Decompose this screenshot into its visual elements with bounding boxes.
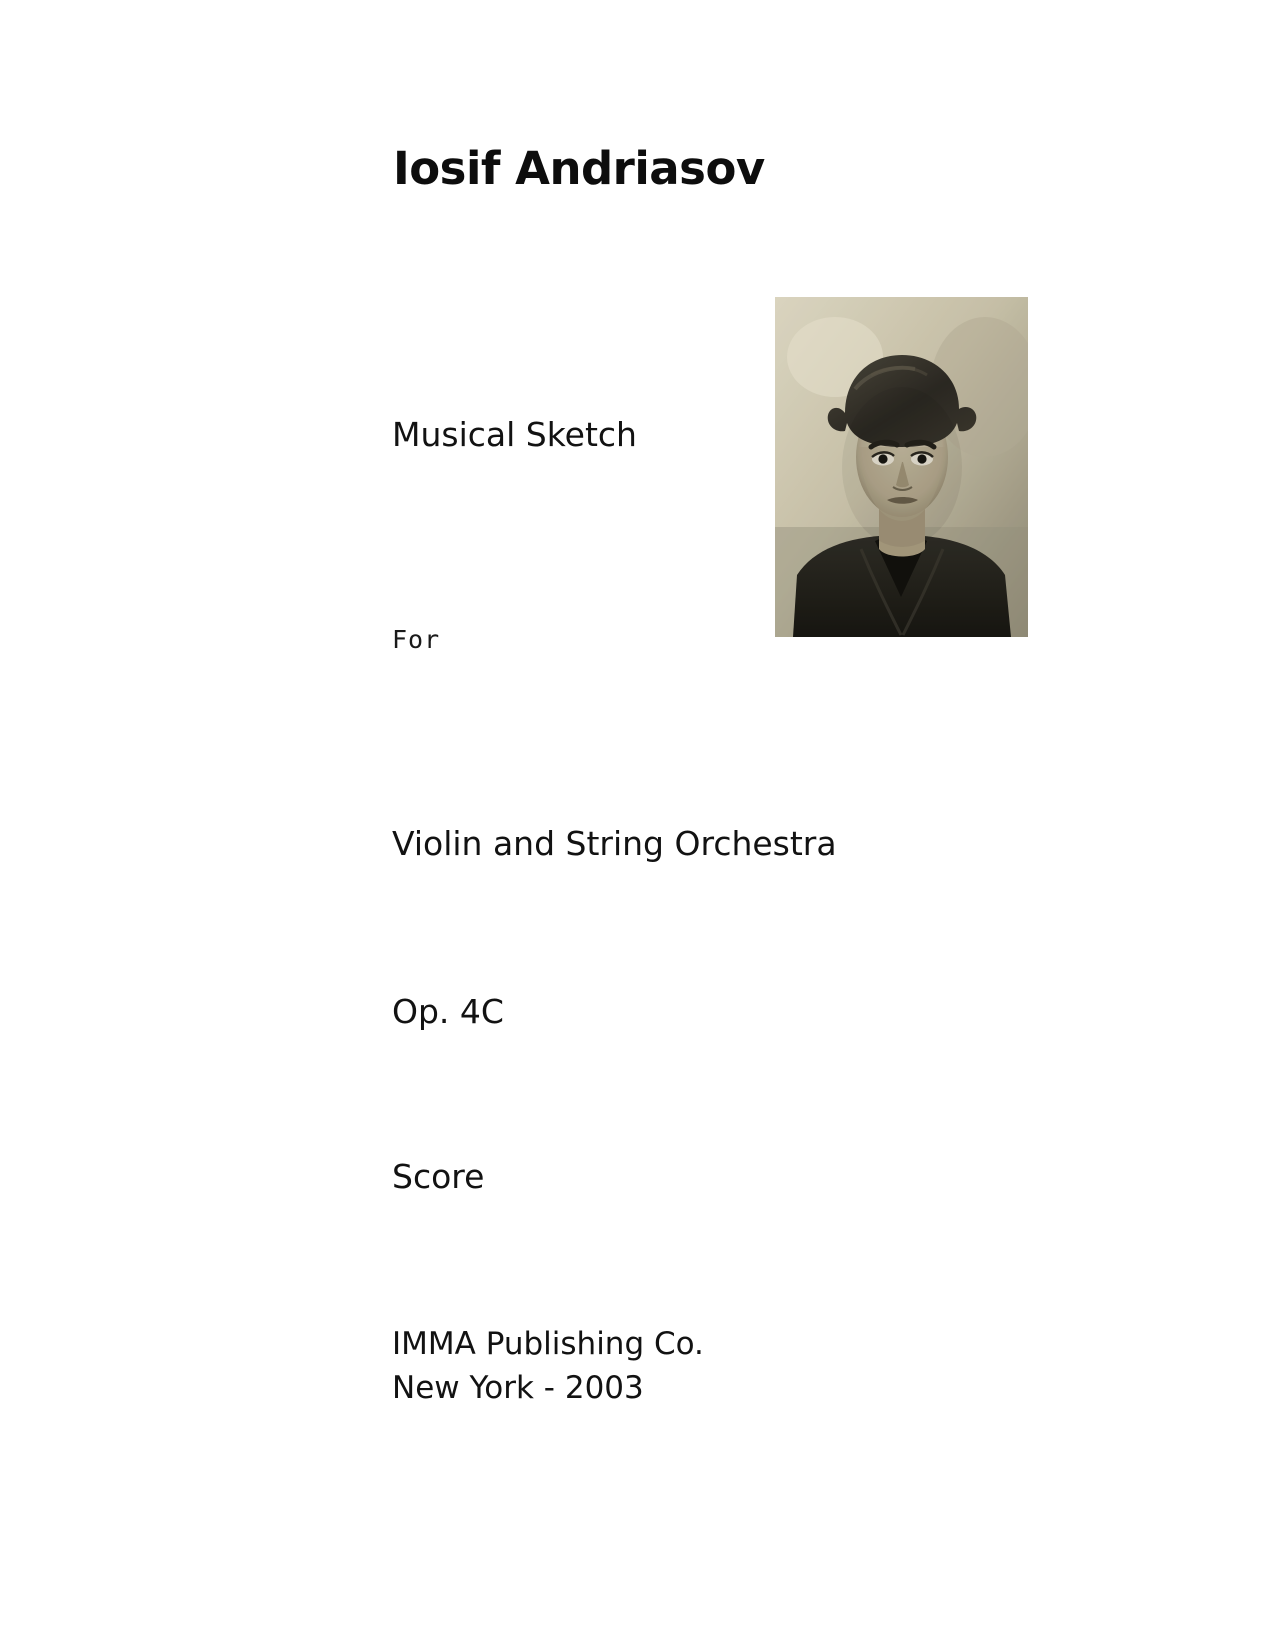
instrumentation-label: Violin and String Orchestra <box>392 824 837 863</box>
publisher-name: IMMA Publishing Co. <box>392 1326 704 1362</box>
score-label: Score <box>392 1157 485 1196</box>
publisher-place-year: New York - 2003 <box>392 1370 644 1406</box>
work-title: Musical Sketch <box>392 415 637 454</box>
page-title: Iosif Andriasov <box>393 142 765 195</box>
for-label: For <box>392 625 441 654</box>
publisher-block <box>392 1322 704 1410</box>
portrait-illustration <box>775 297 1028 637</box>
opus-number: Op. 4C <box>392 992 504 1031</box>
composer-portrait-image <box>775 297 1028 637</box>
